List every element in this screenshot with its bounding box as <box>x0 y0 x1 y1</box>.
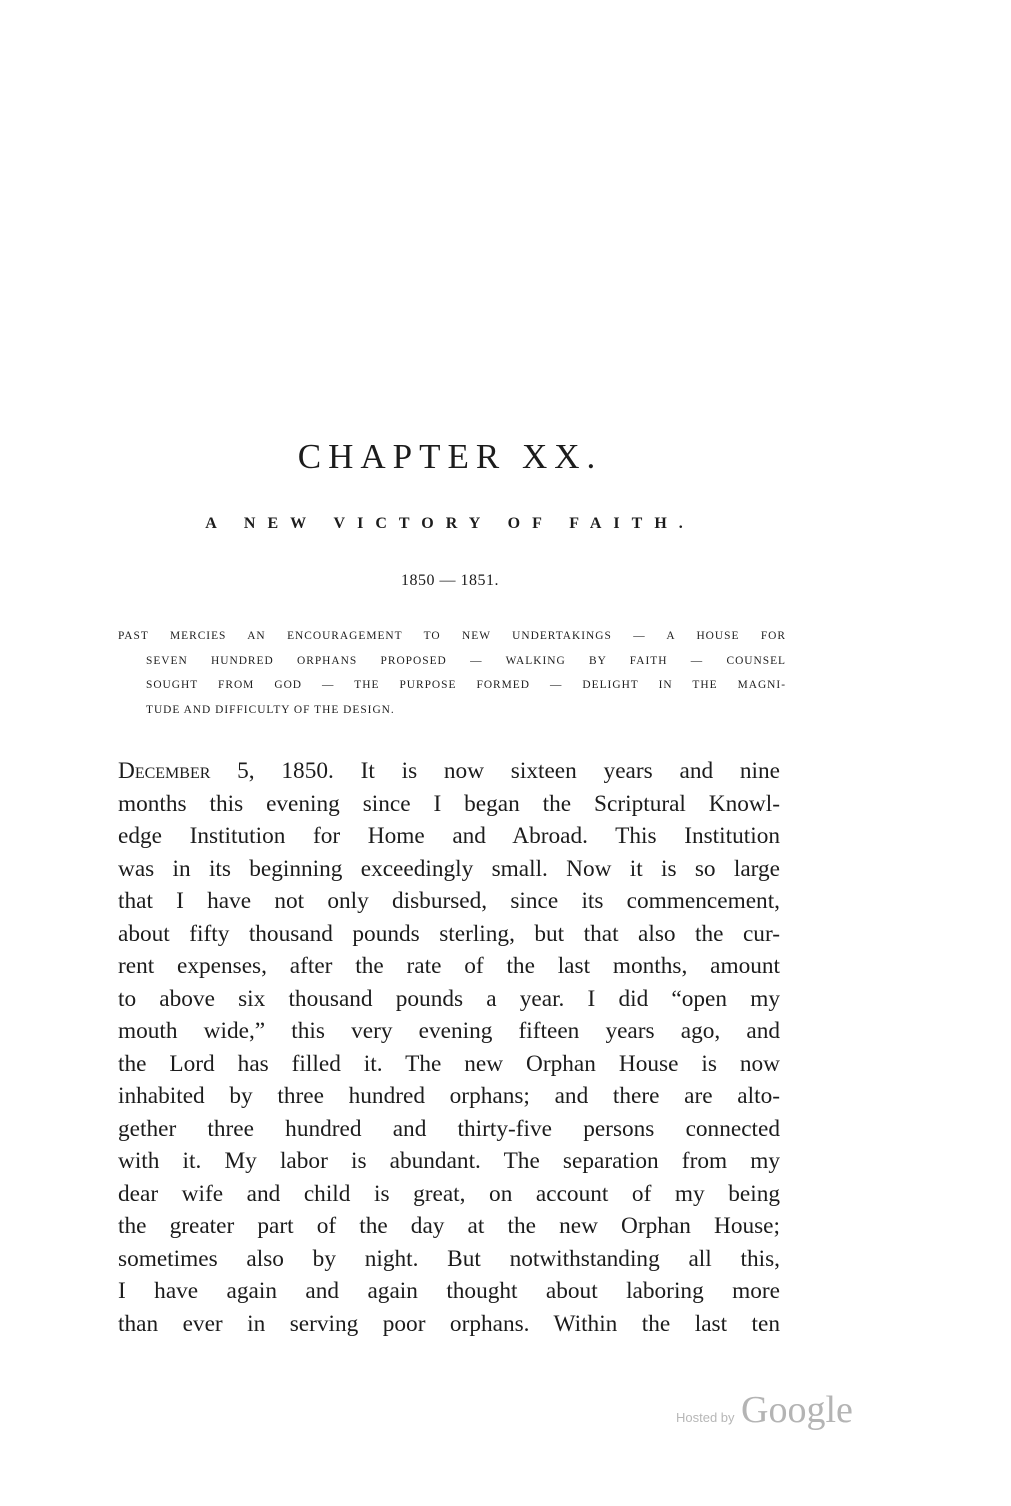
body-line: the Lord has filled it. The new Orphan House is now <box>118 1050 780 1077</box>
synopsis-line: PAST MERCIES AN ENCOURAGEMENT TO NEW UNDERTAKINGS — A HOUSE FOR <box>118 630 786 642</box>
synopsis-line: SEVEN HUNDRED ORPHANS PROPOSED — WALKING BY FAITH — COUNSEL <box>146 654 786 667</box>
body-line: dear wife and child is great, on account of my being <box>118 1180 780 1207</box>
body-line: was in its beginning exceedingly small. Now it is so large <box>118 855 780 882</box>
google-logo: Google <box>741 1389 853 1431</box>
body-line: than ever in serving poor orphans. Within the last ten <box>118 1310 780 1337</box>
body-line: rent expenses, after the rate of the last months, amount <box>118 953 780 979</box>
body-line: I have again and again thought about laboring more <box>118 1278 780 1304</box>
hosted-by-google-watermark <box>676 1388 886 1438</box>
body-line: sometimes also by night. But notwithstanding all this, <box>118 1245 780 1272</box>
body-line: about fifty thousand pounds sterling, but that also the cur- <box>118 920 780 947</box>
body-line <box>118 755 780 788</box>
chapter-subtitle: A NEW VICTORY OF FAITH. <box>205 515 695 532</box>
chapter-synopsis <box>118 624 786 722</box>
body-line: gether three hundred and thirty-five persons connected <box>118 1115 780 1142</box>
first-line-text: 5, 1850. It is now sixteen years and nine <box>210 758 780 784</box>
chapter-dates: 1850 — 1851. <box>401 572 499 589</box>
chapter-title: CHAPTER XX. <box>297 437 603 476</box>
body-line: mouth wide,” this very evening fifteen years ago, and <box>118 1018 780 1044</box>
body-line: months this evening since I began the Scriptural Knowl- <box>118 790 780 817</box>
body-line: inhabited by three hundred orphans; and there are alto- <box>118 1083 780 1109</box>
body-line: the greater part of the day at the new Orphan House; <box>118 1213 780 1239</box>
body-paragraph <box>118 755 780 1340</box>
synopsis-line: TUDE AND DIFFICULTY OF THE DESIGN. <box>146 703 395 716</box>
hosted-by-label: Hosted by <box>676 1410 735 1425</box>
synopsis-line: SOUGHT FROM GOD — THE PURPOSE FORMED — DELIGHT IN THE MAGNI- <box>146 679 786 691</box>
body-line: that I have not only disbursed, since its commencement, <box>118 888 780 914</box>
body-line: with it. My labor is abundant. The separation from my <box>118 1148 780 1174</box>
date-word: December <box>118 758 211 784</box>
body-line: edge Institution for Home and Abroad. This Institution <box>118 823 780 849</box>
body-line: to above six thousand pounds a year. I did “open my <box>118 985 780 1012</box>
